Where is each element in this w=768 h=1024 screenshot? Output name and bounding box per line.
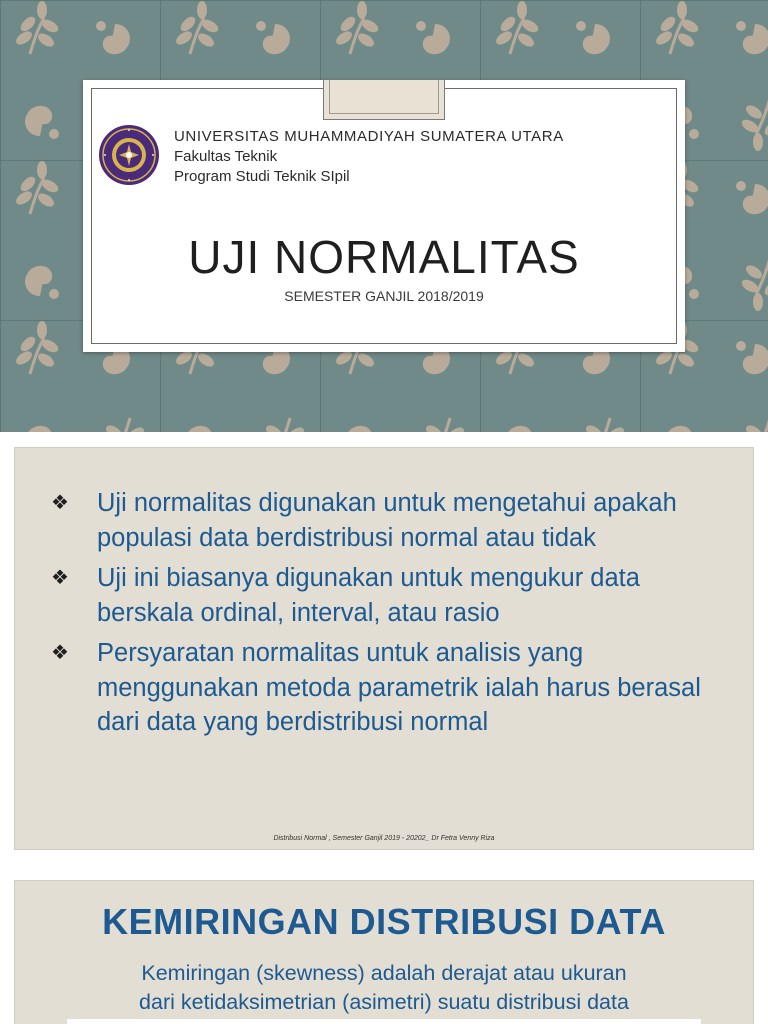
bullet-text: Persyaratan normalitas untuk analisis yang menggunakan metoda parametrik ialah harus berasal dari data yang berdistribusi normal [97,639,701,736]
list-item [51,561,731,630]
skewness-slide [14,880,754,1024]
title-card [83,80,685,352]
diamond-bullet-icon: ❖ [51,492,69,514]
slide-footer: Distribusi Normal , Semester Ganjil 2019 - 20202_ Dr Fetra Venny Riza [273,835,495,842]
university-name: UNIVERSITAS MUHAMMADIYAH SUMATERA UTARA [174,128,564,145]
slide-description [15,959,753,1017]
description-line: Kemiringan (skewness) adalah derajat atau ukuran [141,961,627,985]
slide-subtitle: SEMESTER GANJIL 2018/2019 [284,288,484,304]
list-item [51,486,731,555]
bullet-text: Uji normalitas digunakan untuk mengetahui apakah populasi data berdistribusi normal atau tidak [97,489,677,552]
program-name: Program Studi Teknik SIpil [174,168,350,185]
diamond-bullet-icon: ❖ [51,642,69,664]
title-slide [0,0,768,432]
diamond-bullet-icon: ❖ [51,567,69,589]
description-line: dari ketidaksimetrian (asimetri) suatu distribusi data [139,990,629,1014]
list-item [51,636,731,740]
title-card-tab [323,80,445,120]
slide-title: UJI NORMALITAS [188,231,580,283]
bullet-text: Uji ini biasanya digunakan untuk mengukur data berskala ordinal, interval, atau rasio [97,564,640,627]
faculty-name: Fakultas Teknik [174,148,278,165]
university-seal-icon [98,124,160,186]
slide-heading: KEMIRINGAN DISTRIBUSI DATA [102,901,666,942]
content-placeholder [67,1019,701,1024]
content-slide [14,447,754,850]
institution-block [174,127,564,187]
bullet-list [51,486,731,746]
